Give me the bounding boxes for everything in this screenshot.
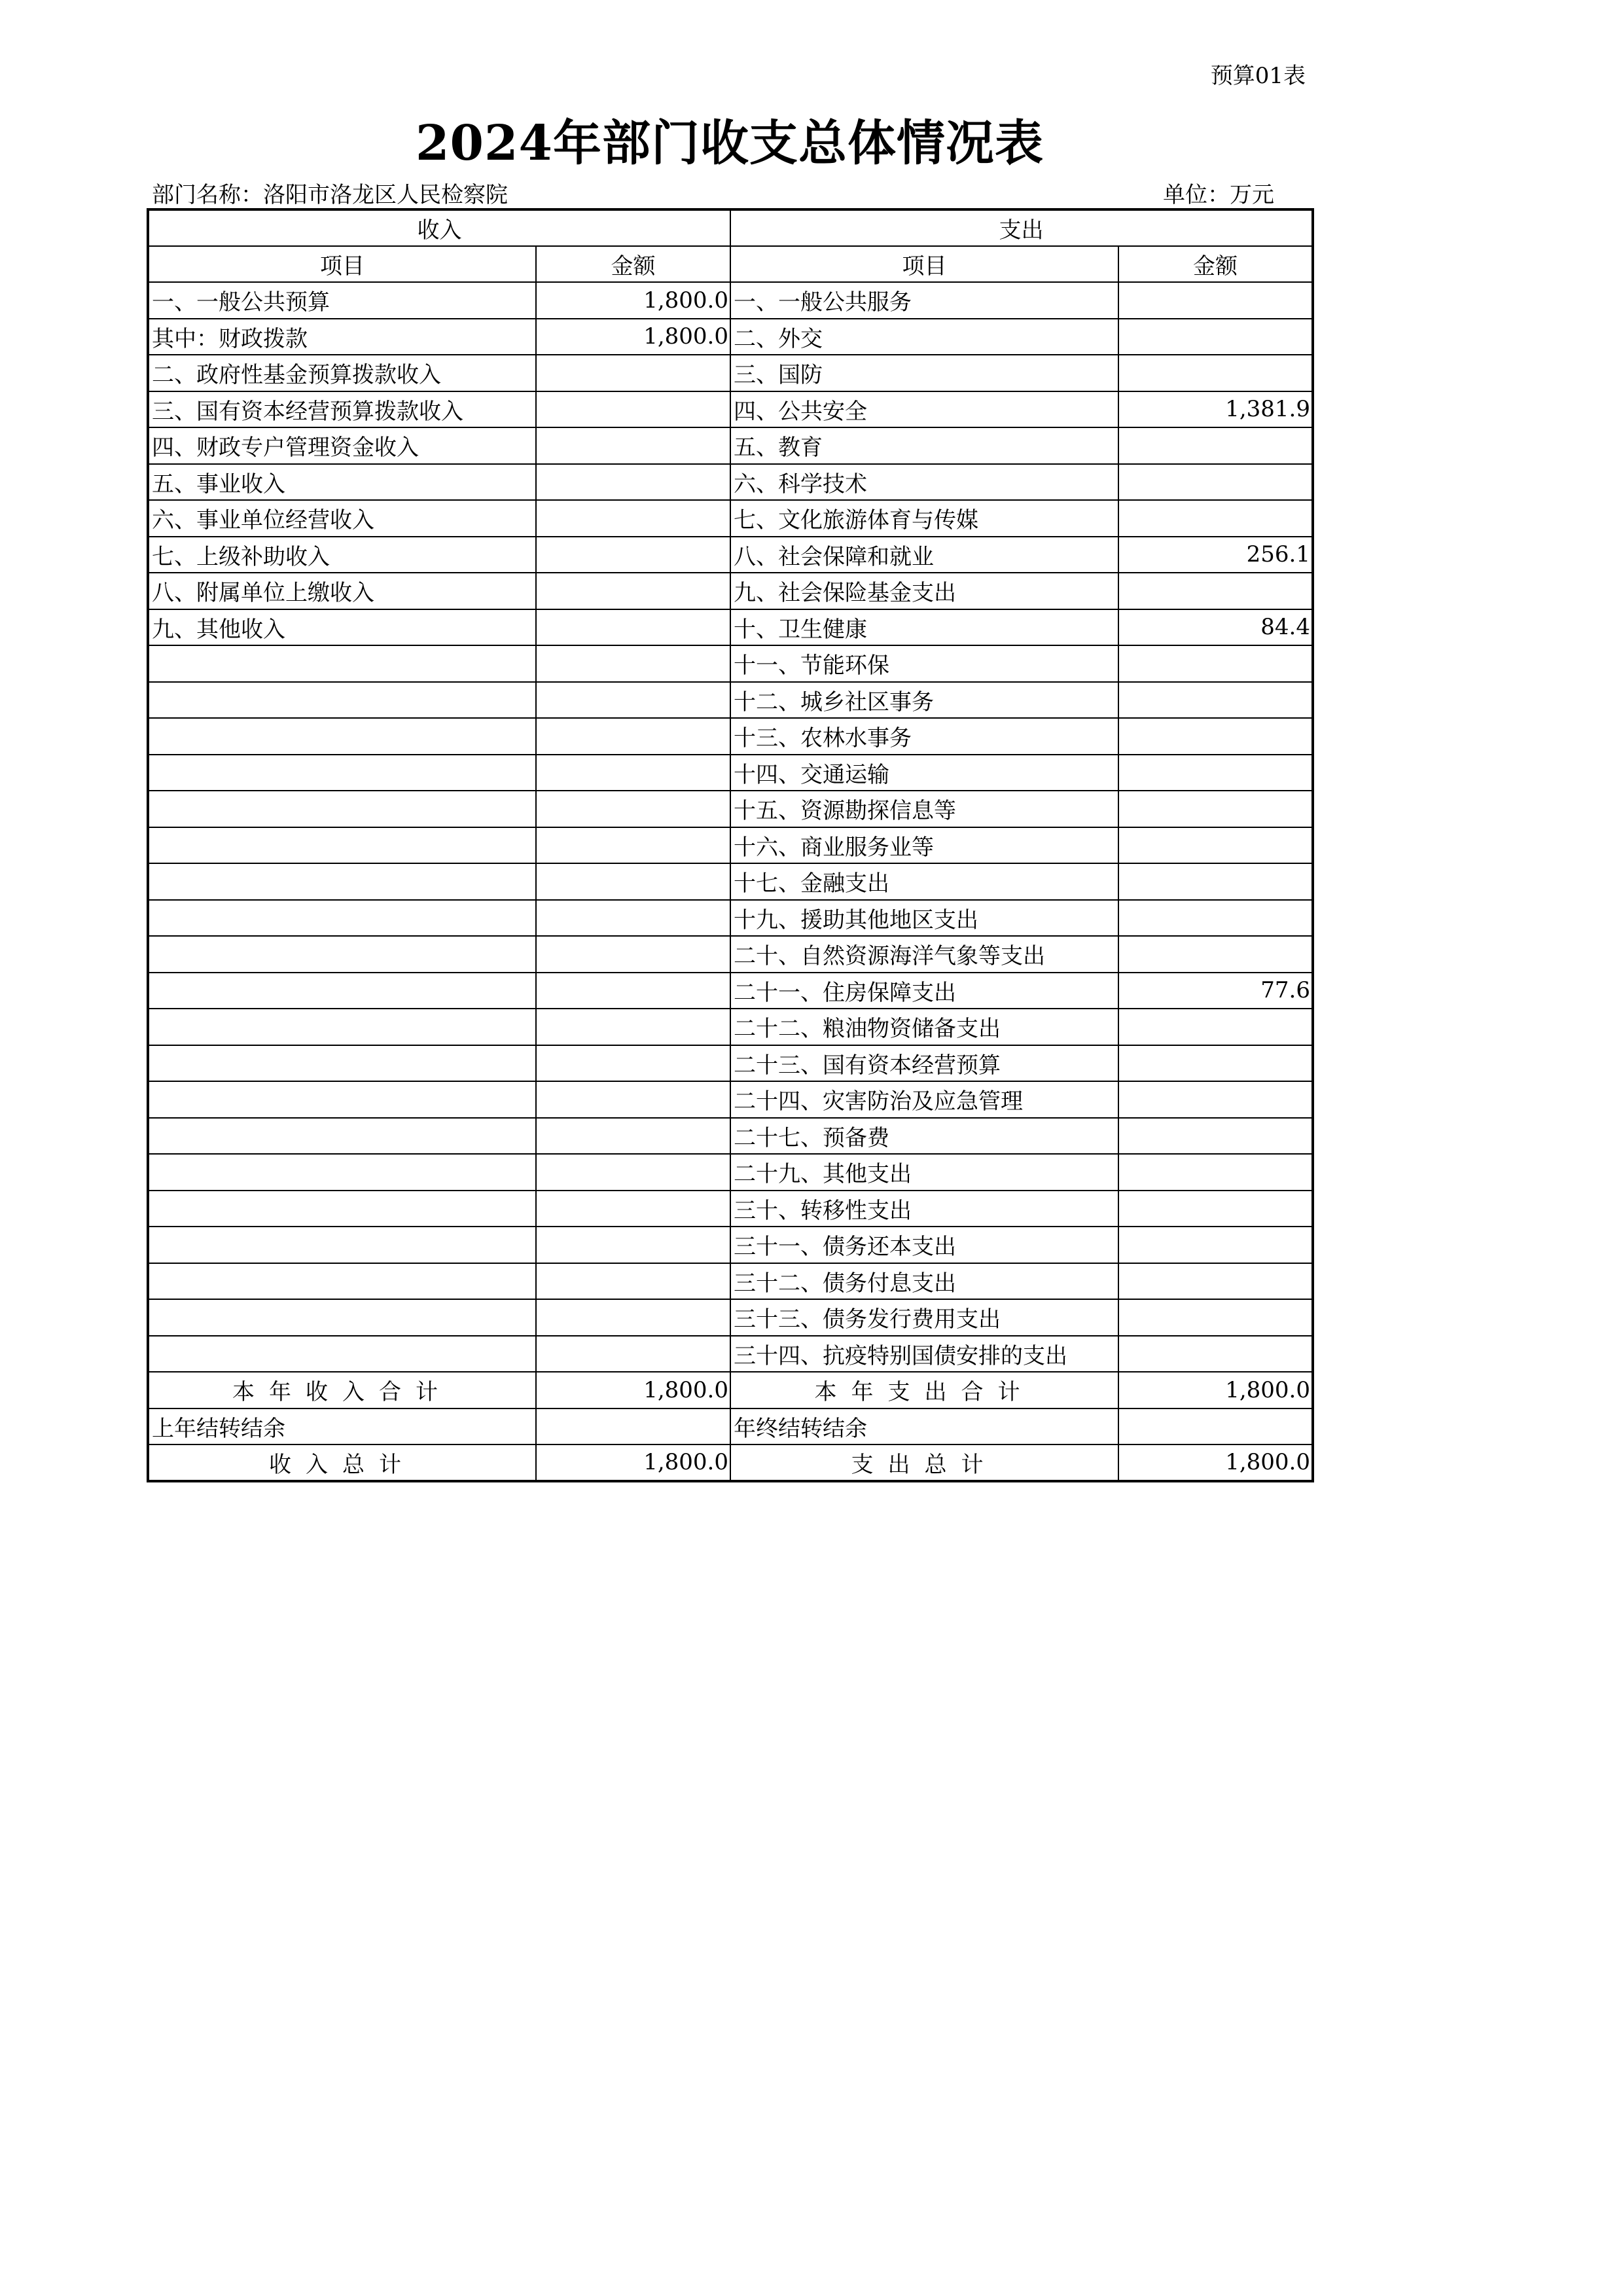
table-row xyxy=(148,427,1313,464)
table-row xyxy=(148,900,1313,937)
table-row xyxy=(148,537,1313,573)
income-item-header: 项目 xyxy=(148,246,536,283)
income-item-cell xyxy=(148,1263,536,1300)
table-row xyxy=(148,718,1313,755)
income-item-cell xyxy=(148,791,536,827)
income-item-cell: 二、政府性基金预算拨款收入 xyxy=(148,355,536,391)
expense-item-cell: 三十、转移性支出 xyxy=(730,1191,1118,1227)
expense-item-cell: 十、卫生健康 xyxy=(730,609,1118,646)
expense-amount-cell xyxy=(1118,645,1313,682)
income-amount-cell xyxy=(536,1191,730,1227)
income-item-cell xyxy=(148,863,536,900)
expense-amount-cell xyxy=(1118,1118,1313,1155)
expense-grand-total-label: 支出总计 xyxy=(730,1444,1118,1481)
section-header-row xyxy=(148,209,1313,246)
expense-item-cell: 三十二、债务付息支出 xyxy=(730,1263,1118,1300)
income-item-cell: 九、其他收入 xyxy=(148,609,536,646)
income-amount-cell xyxy=(536,609,730,646)
income-amount-cell xyxy=(536,500,730,537)
table-row xyxy=(148,1299,1313,1336)
income-item-cell xyxy=(148,900,536,937)
expense-item-cell: 十二、城乡社区事务 xyxy=(730,682,1118,719)
expense-item-cell: 三、国防 xyxy=(730,355,1118,391)
income-amount-cell xyxy=(536,1118,730,1155)
expense-amount-cell: 84.4 xyxy=(1118,609,1313,646)
expense-amount-cell xyxy=(1118,1263,1313,1300)
income-amount-cell xyxy=(536,900,730,937)
table-row xyxy=(148,1045,1313,1082)
year-total-row xyxy=(148,1372,1313,1408)
expense-section-header: 支出 xyxy=(730,209,1313,246)
table-row xyxy=(148,319,1313,355)
expense-amount-cell xyxy=(1118,936,1313,973)
income-amount-cell xyxy=(536,863,730,900)
income-item-cell xyxy=(148,755,536,791)
expense-amount-cell xyxy=(1118,718,1313,755)
income-amount-cell xyxy=(536,464,730,501)
expense-item-cell: 八、社会保障和就业 xyxy=(730,537,1118,573)
expense-item-cell: 十五、资源勘探信息等 xyxy=(730,791,1118,827)
income-amount-cell xyxy=(536,755,730,791)
table-row xyxy=(148,573,1313,609)
carryover-prev-amount xyxy=(536,1408,730,1445)
expense-item-header: 项目 xyxy=(730,246,1118,283)
table-row xyxy=(148,827,1313,864)
unit-label: 单位：万元 xyxy=(1163,182,1274,208)
table-row xyxy=(148,1154,1313,1191)
expense-amount-cell xyxy=(1118,427,1313,464)
expense-year-total-amount: 1,800.0 xyxy=(1118,1372,1313,1408)
income-item-cell xyxy=(148,1009,536,1045)
income-item-cell xyxy=(148,682,536,719)
table-row xyxy=(148,755,1313,791)
income-amount-cell xyxy=(536,427,730,464)
table-row xyxy=(148,1009,1313,1045)
expense-amount-cell xyxy=(1118,1045,1313,1082)
table-row xyxy=(148,1336,1313,1372)
table-row xyxy=(148,282,1313,319)
income-amount-cell: 1,800.0 xyxy=(536,319,730,355)
expense-amount-cell xyxy=(1118,1191,1313,1227)
expense-item-cell: 五、教育 xyxy=(730,427,1118,464)
income-amount-cell xyxy=(536,718,730,755)
table-row xyxy=(148,609,1313,646)
table-row xyxy=(148,391,1313,428)
table-row xyxy=(148,936,1313,973)
expense-item-cell: 三十四、抗疫特别国债安排的支出 xyxy=(730,1336,1118,1372)
table-row xyxy=(148,1191,1313,1227)
income-item-cell xyxy=(148,1154,536,1191)
expense-amount-cell xyxy=(1118,755,1313,791)
expense-amount-cell xyxy=(1118,1336,1313,1372)
expense-item-cell: 十七、金融支出 xyxy=(730,863,1118,900)
income-item-cell xyxy=(148,1227,536,1263)
income-amount-cell xyxy=(536,791,730,827)
expense-item-cell: 一、一般公共服务 xyxy=(730,282,1118,319)
table-row xyxy=(148,500,1313,537)
income-item-cell xyxy=(148,936,536,973)
expense-item-cell: 二十一、住房保障支出 xyxy=(730,973,1118,1009)
expense-item-cell: 二十九、其他支出 xyxy=(730,1154,1118,1191)
expense-amount-cell: 77.6 xyxy=(1118,973,1313,1009)
expense-item-cell: 十一、节能环保 xyxy=(730,645,1118,682)
income-amount-cell xyxy=(536,682,730,719)
expense-amount-cell xyxy=(1118,500,1313,537)
income-item-cell: 三、国有资本经营预算拨款收入 xyxy=(148,391,536,428)
income-amount-cell xyxy=(536,1009,730,1045)
income-grand-total-amount: 1,800.0 xyxy=(536,1444,730,1481)
table-row xyxy=(148,645,1313,682)
income-item-cell: 一、一般公共预算 xyxy=(148,282,536,319)
expense-item-cell: 二十三、国有资本经营预算 xyxy=(730,1045,1118,1082)
expense-item-cell: 二、外交 xyxy=(730,319,1118,355)
income-item-cell: 五、事业收入 xyxy=(148,464,536,501)
income-amount-cell: 1,800.0 xyxy=(536,282,730,319)
income-item-cell: 八、附属单位上缴收入 xyxy=(148,573,536,609)
grand-total-row xyxy=(148,1444,1313,1481)
carryover-end-label: 年终结转结余 xyxy=(730,1408,1118,1445)
expense-amount-cell xyxy=(1118,900,1313,937)
table-row xyxy=(148,791,1313,827)
table-row xyxy=(148,355,1313,391)
income-item-cell: 四、财政专户管理资金收入 xyxy=(148,427,536,464)
income-amount-cell xyxy=(536,973,730,1009)
expense-item-cell: 十九、援助其他地区支出 xyxy=(730,900,1118,937)
expense-item-cell: 九、社会保险基金支出 xyxy=(730,573,1118,609)
income-amount-cell xyxy=(536,1081,730,1118)
income-amount-cell xyxy=(536,936,730,973)
expense-amount-cell xyxy=(1118,282,1313,319)
income-amount-cell xyxy=(536,537,730,573)
expense-year-total-label: 本年支出合计 xyxy=(730,1372,1118,1408)
income-amount-header: 金额 xyxy=(536,246,730,283)
expense-item-cell: 二十、自然资源海洋气象等支出 xyxy=(730,936,1118,973)
expense-amount-cell xyxy=(1118,355,1313,391)
income-item-cell xyxy=(148,1081,536,1118)
income-amount-cell xyxy=(536,1299,730,1336)
expense-amount-cell xyxy=(1118,827,1313,864)
expense-item-cell: 三十一、债务还本支出 xyxy=(730,1227,1118,1263)
table-row xyxy=(148,1118,1313,1155)
table-row xyxy=(148,1227,1313,1263)
income-item-cell: 其中：财政拨款 xyxy=(148,319,536,355)
income-year-total-label: 本年收入合计 xyxy=(148,1372,536,1408)
expense-amount-cell xyxy=(1118,1009,1313,1045)
income-amount-cell xyxy=(536,573,730,609)
expense-amount-cell xyxy=(1118,1081,1313,1118)
income-item-cell xyxy=(148,1191,536,1227)
income-amount-cell xyxy=(536,1336,730,1372)
table-row xyxy=(148,863,1313,900)
income-item-cell xyxy=(148,1045,536,1082)
expense-amount-cell xyxy=(1118,1154,1313,1191)
expense-grand-total-amount: 1,800.0 xyxy=(1118,1444,1313,1481)
income-item-cell: 六、事业单位经营收入 xyxy=(148,500,536,537)
table-row xyxy=(148,464,1313,501)
expense-item-cell: 六、科学技术 xyxy=(730,464,1118,501)
income-item-cell xyxy=(148,645,536,682)
table-row xyxy=(148,1263,1313,1300)
expense-amount-cell xyxy=(1118,682,1313,719)
income-item-cell xyxy=(148,1118,536,1155)
income-item-cell xyxy=(148,973,536,1009)
income-amount-cell xyxy=(536,1154,730,1191)
table-row xyxy=(148,682,1313,719)
expense-amount-cell xyxy=(1118,791,1313,827)
income-amount-cell xyxy=(536,355,730,391)
income-section-header: 收入 xyxy=(148,209,730,246)
expense-item-cell: 十三、农林水事务 xyxy=(730,718,1118,755)
income-year-total-amount: 1,800.0 xyxy=(536,1372,730,1408)
income-amount-cell xyxy=(536,1045,730,1082)
column-header-row xyxy=(148,246,1313,283)
expense-item-cell: 三十三、债务发行费用支出 xyxy=(730,1299,1118,1336)
expense-amount-cell xyxy=(1118,573,1313,609)
expense-item-cell: 二十四、灾害防治及应急管理 xyxy=(730,1081,1118,1118)
expense-amount-cell xyxy=(1118,1299,1313,1336)
expense-amount-cell: 256.1 xyxy=(1118,537,1313,573)
expense-item-cell: 十六、商业服务业等 xyxy=(730,827,1118,864)
table-meta xyxy=(152,174,1274,208)
expense-amount-cell: 1,381.9 xyxy=(1118,391,1313,428)
income-amount-cell xyxy=(536,1263,730,1300)
income-amount-cell xyxy=(536,827,730,864)
carryover-end-amount xyxy=(1118,1408,1313,1445)
income-amount-cell xyxy=(536,391,730,428)
income-item-cell xyxy=(148,718,536,755)
income-item-cell xyxy=(148,827,536,864)
expense-amount-cell xyxy=(1118,319,1313,355)
expense-item-cell: 二十七、预备费 xyxy=(730,1118,1118,1155)
table-row xyxy=(148,973,1313,1009)
income-item-cell xyxy=(148,1299,536,1336)
income-amount-cell xyxy=(536,1227,730,1263)
expense-amount-cell xyxy=(1118,1227,1313,1263)
carryover-prev-label: 上年结转结余 xyxy=(148,1408,536,1445)
expense-item-cell: 四、公共安全 xyxy=(730,391,1118,428)
expense-amount-cell xyxy=(1118,464,1313,501)
expense-item-cell: 七、文化旅游体育与传媒 xyxy=(730,500,1118,537)
expense-item-cell: 二十二、粮油物资储备支出 xyxy=(730,1009,1118,1045)
income-item-cell xyxy=(148,1336,536,1372)
carryover-row xyxy=(148,1408,1313,1445)
budget-table xyxy=(147,208,1314,1482)
expense-amount-cell xyxy=(1118,863,1313,900)
page-title: 2024年部门收支总体情况表 xyxy=(416,115,1044,171)
department-name: 部门名称：洛阳市洛龙区人民检察院 xyxy=(152,182,508,208)
form-code: 预算01表 xyxy=(1210,63,1306,89)
expense-amount-header: 金额 xyxy=(1118,246,1313,283)
income-grand-total-label: 收入总计 xyxy=(148,1444,536,1481)
income-amount-cell xyxy=(536,645,730,682)
expense-item-cell: 十四、交通运输 xyxy=(730,755,1118,791)
table-row xyxy=(148,1081,1313,1118)
income-item-cell: 七、上级补助收入 xyxy=(148,537,536,573)
